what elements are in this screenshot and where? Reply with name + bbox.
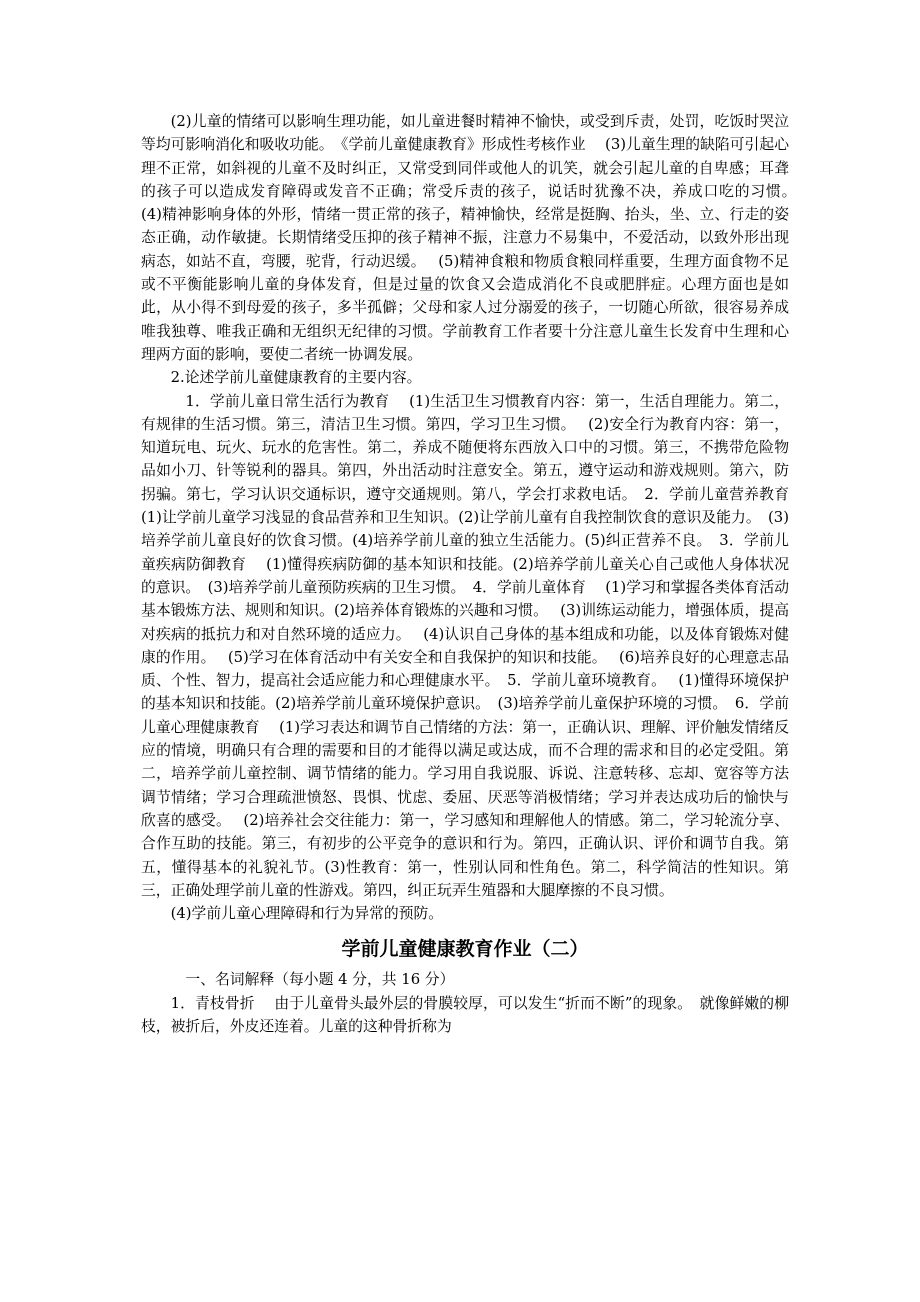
document-page (141, 110, 809, 1038)
definition-paragraph: 1．青枝骨折 由于儿童骨头最外层的骨膜较厚，可以发生“折而不断”的现象。 就像鲜嫩的柳枝，被折后，外皮还连着。儿童的这种骨折称为 (141, 994, 789, 1035)
section-title: 学前儿童健康教育作业（二） (341, 938, 589, 961)
paragraph-prevention: (4)学前儿童心理障碍和行为异常的预防。 (170, 905, 444, 923)
question-heading: 2.论述学前儿童健康教育的主要内容。 (170, 369, 422, 387)
paragraph-main-content: 1．学前儿童日常生活行为教育 (1)生活卫生习惯教育内容：第一，生活自理能力。第二，有规律的生活习惯。第三，清洁卫生习惯。第四，学习卫生习惯。 (2)安全行为教育内容：第一，知道玩电、玩火、玩水的危害性。第二，养成不随便将东西放入口中的习惯。第三，不携带危险物品如小刀、针等锐利的器具。第四，外出活动时注意安全。第五，遵守运动和游戏规则。第六，防拐骗。第七，学习认识交通标识，遵守交通规则。第八，学会打求救电话。 2．学前儿童营养教育 (1)让学前儿童学习浅显的食品营养和卫生知识。(2)让学前儿童有自我控制饮食的意识及能力。 (3)培养学前儿童良好的饮食习惯。(4)培养学前儿童的独立生活能力。(5)纠正营养不良。 3．学前儿童疾病防御教育 (1)懂得疾病防御的基本知识和技能。(2)培养学前儿童关心自己或他人身体状况的意识。 (3)培养学前儿童预防疾病的卫生习惯。 4．学前儿童体育 (1)学习和掌握各类体育活动基本锻炼方法、规则和知识。(2)培养体育锻炼的兴趣和习惯。 (3)训练运动能力，增强体质，提高对疾病的抵抗力和对自然环境的适应力。 (4)认识自己身体的基本组成和功能，以及体育锻炼对健康的作用。 (5)学习在体育活动中有关安全和自我保护的知识和技能。 (6)培养良好的心理意志品质、个性、智力，提高社会适应能力和心理健康水平。 5．学前儿童环境教育。 (1)懂得环境保护的基本知识和技能。(2)培养学前儿童环境保护意识。 (3)培养学前儿童保护环境的习惯。 6．学前儿童心理健康教育 (1)学习表达和调节自己情绪的方法：第一，正确认识、理解、评价触发情绪反应的情境，明确只有合理的需要和目的才能得以满足或达成，而不合理的需求和目的必定受阻。第二，培养学前儿童控制、调节情绪的能力。学习用自我说服、诉说、注意转移、忘却、宽容等方法调节情绪；学习合理疏泄愤怒、畏惧、忧虑、委屈、厌恶等消极情绪；学习并表达成功后的愉快与欣喜的感受。 (2)培养社会交往能力：第一，学习感知和理解他人的情感。第二，学习轮流分享、合作互助的技能。第三，有初步的公平竞争的意识和行为。第四，正确认识、评价和调节自我。第五，懂得基本的礼貌礼节。(3)性教育：第一，性别认同和性角色。第二，科学简洁的性知识。第三，正确处理学前儿童的性游戏。第四，纠正玩弄生殖器和大腿摩擦的不良习惯。 (141, 392, 809, 899)
paragraph-emotion-physiology: (2)儿童的情绪可以影响生理功能，如儿童进餐时精神不愉快，或受到斥责，处罚，吃饭时哭泣等均可影响消化和吸收功能。 《学前儿童健康教育》形成性考核作业 (3)儿童生理的缺陷可引起心理不正常，如斜视的儿童不及时纠正，又常受到同伴或他人的讥笑，就会引起儿童的自卑感；耳聋的孩子可以造成发育障碍或发音不正确；常受斥责的孩子，说话时犹豫不决，养成口吃的习惯。 (4)精神影响身体的外形，情绪一贯正常的孩子，精神愉快，经常是挺胸、抬头，坐、立、行走的姿态正确，动作敏捷。长期情绪受压抑的孩子精神不振，注意力不易集中，不爱活动，以致外形出现病态，如站不直，弯腰，驼背，行动迟缓。 (5)精神食粮和物质食粮同样重要，生理方面食物不足或不平衡能影响儿童的身体发育，但是过量的饮食又会造成消化不良或肥胖症。心理方面也是如此，从小得不到母爱的孩子，多半孤僻；父母和家人过分溺爱的孩子，一切随心所欲，很容易养成唯我独尊、唯我正确和无组织无纪律的习惯。学前教育工作者要十分注意儿童生长发育中生理和心理两方面的影响，要使二者统一协调发展。 (141, 113, 809, 363)
subsection-heading: 一、名词解释（每小题 4 分，共 16 分） (185, 971, 455, 989)
